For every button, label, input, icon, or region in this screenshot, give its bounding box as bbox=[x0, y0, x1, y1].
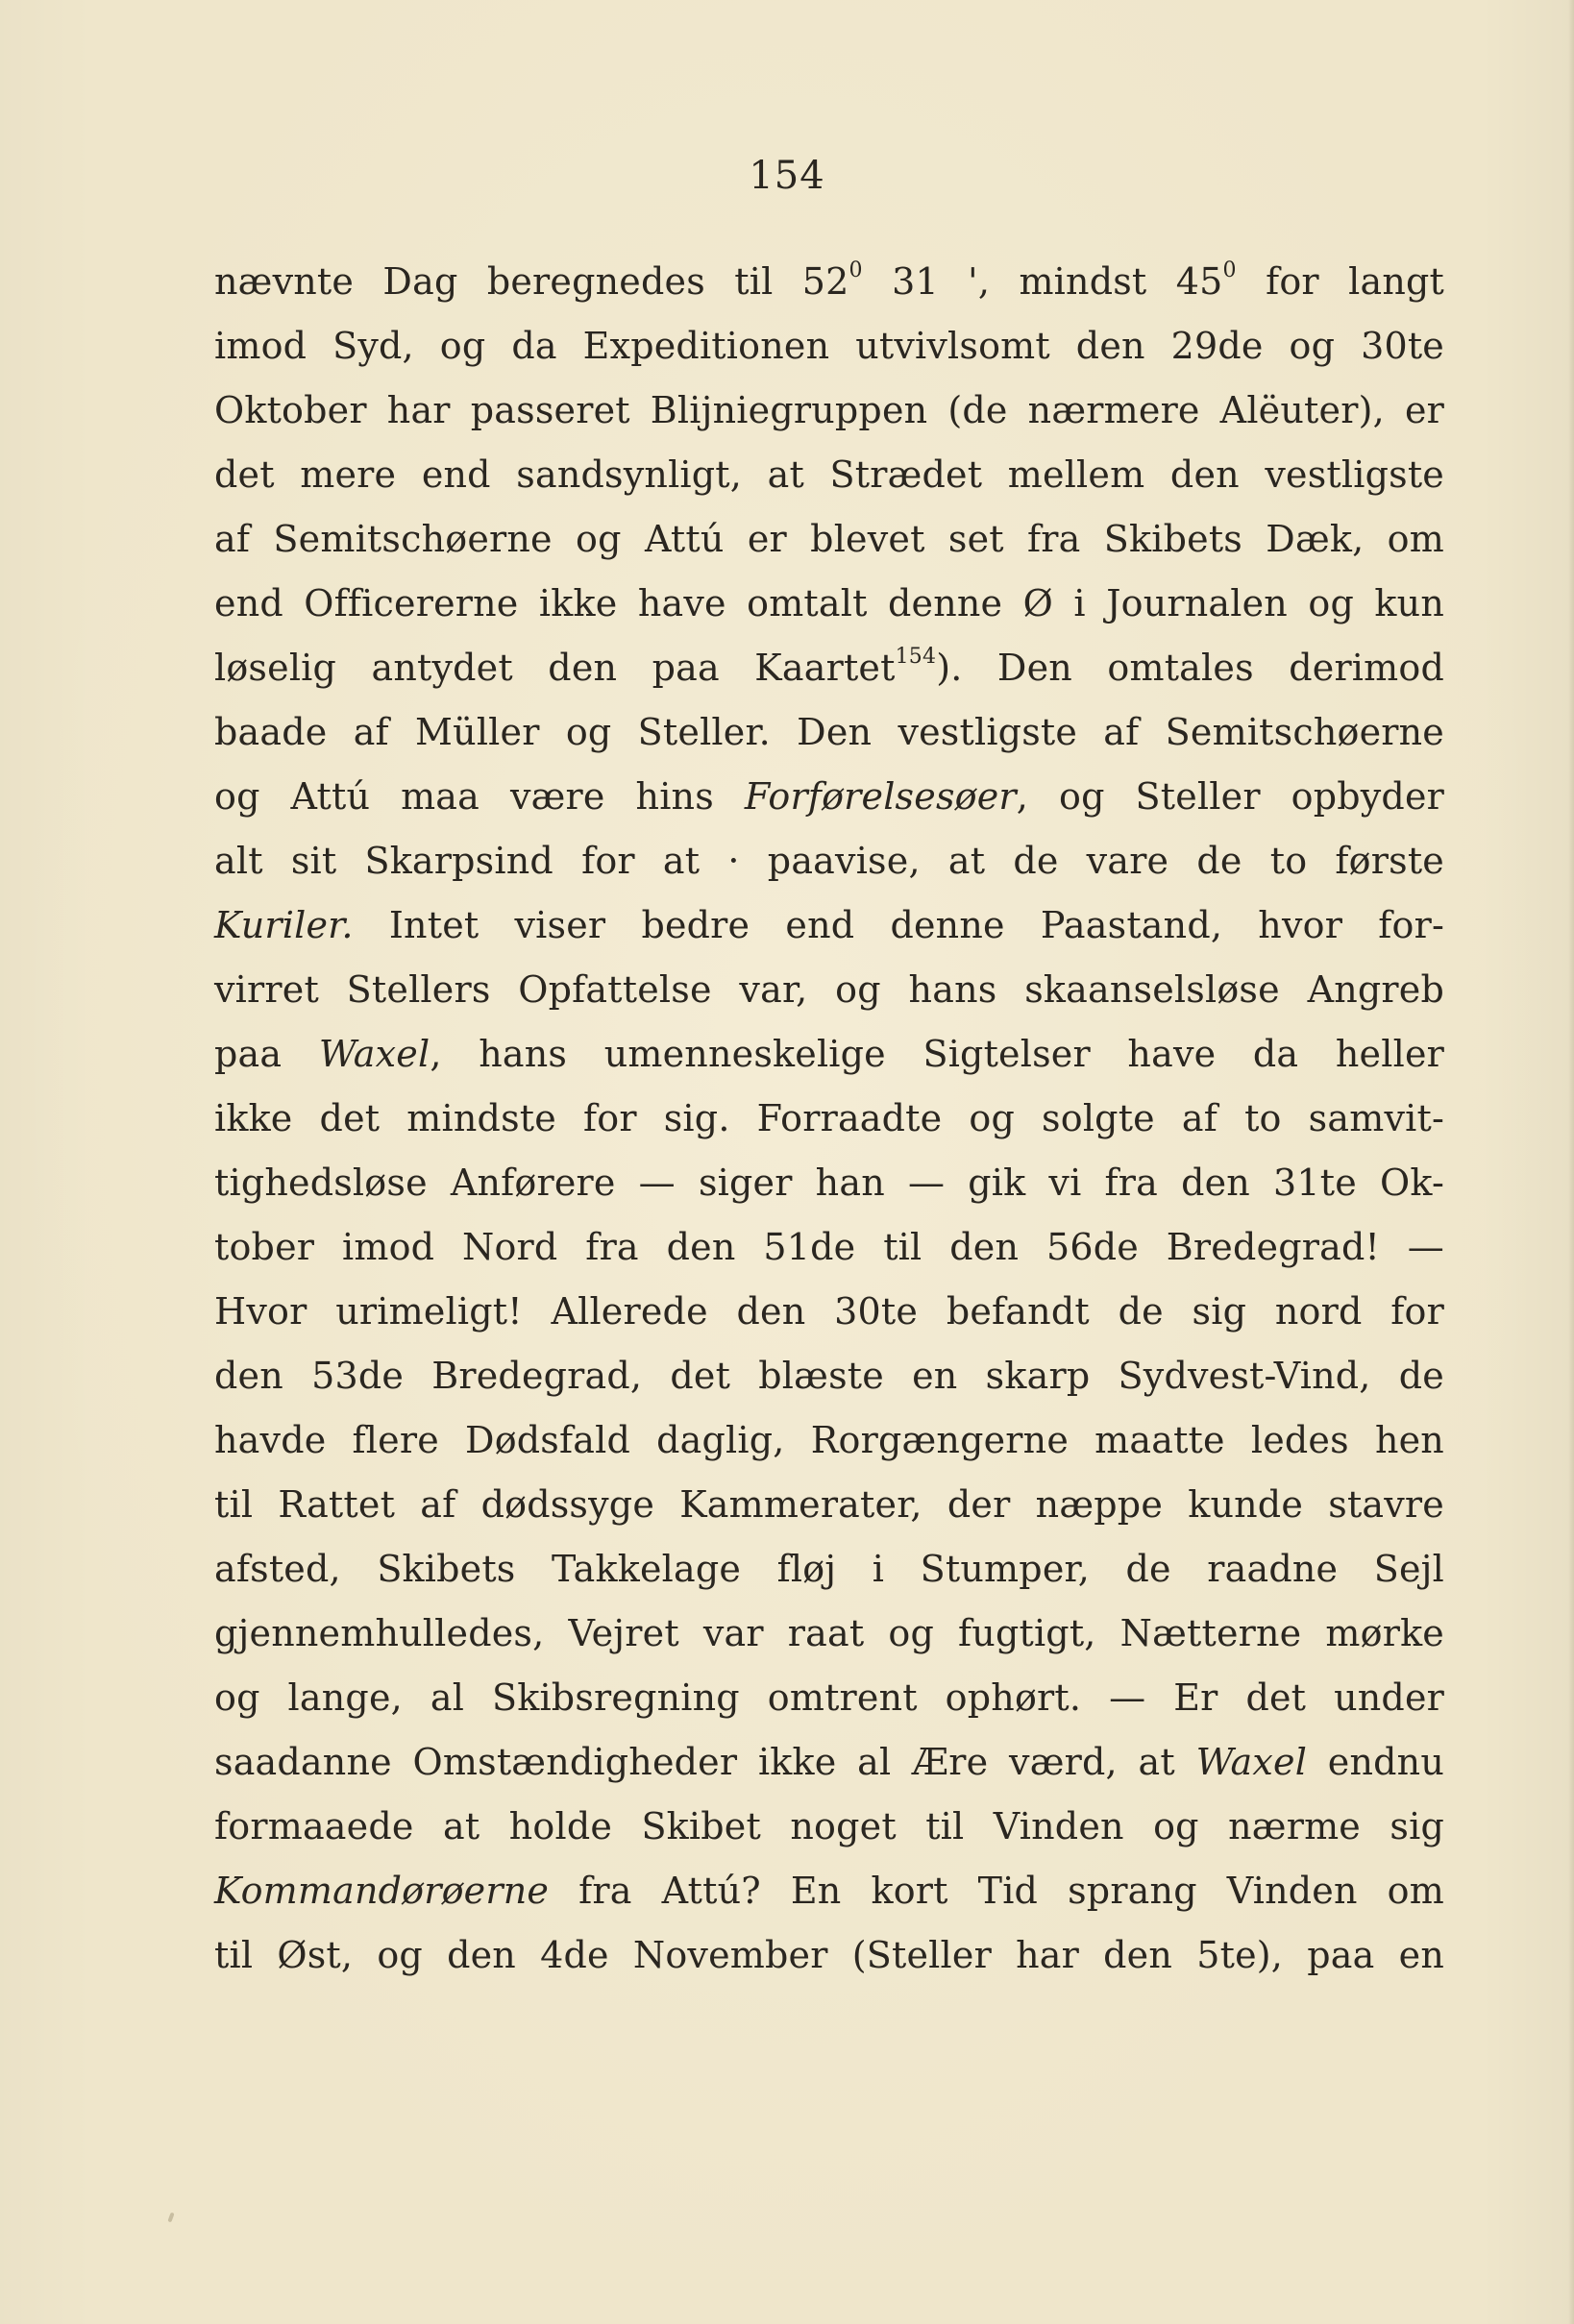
text-line-25: formaaede at holde Skibet noget til Vinden og nærme sig bbox=[214, 1805, 1444, 1847]
text-line-4: det mere end sandsynligt, at Strædet mellem den vestligste bbox=[214, 453, 1444, 496]
paper-speck bbox=[167, 2213, 174, 2223]
text-line-13: paa Waxel, hans umenneskelige Sigtelser have da heller bbox=[214, 1033, 1445, 1075]
text-line-10: alt sit Skarpsind for at · paavise, at de vare de to første bbox=[214, 840, 1444, 882]
page-number: 154 bbox=[749, 154, 825, 198]
text-line-21: afsted, Skibets Takkelage fløj i Stumper, de raadne Sejl bbox=[214, 1548, 1444, 1590]
text-line-3: Oktober har passeret Blijniegruppen (de nærmere Alëuter), er bbox=[214, 389, 1444, 431]
text-line-18: den 53de Bredegrad, det blæste en skarp Sydvest-Vind, de bbox=[214, 1355, 1444, 1397]
text-line-16: tober imod Nord fra den 51de til den 56de Bredegrad! — bbox=[214, 1226, 1444, 1268]
text-line-26: Kommandørøerne fra Attú? En kort Tid sprang Vinden om bbox=[214, 1870, 1444, 1912]
text-line-12: virret Stellers Opfattelse var, og hans skaanselsløse Angreb bbox=[214, 968, 1444, 1011]
text-line-5: af Semitschøerne og Attú er blevet set fra Skibets Dæk, om bbox=[214, 518, 1444, 560]
text-line-24: saadanne Omstændigheder ikke al Ære værd, at Waxel endnu bbox=[214, 1741, 1444, 1783]
body-text bbox=[214, 250, 1444, 1988]
text-line-7: løselig antydet den paa Kaartet$^{154}$). Den omtales derimod bbox=[214, 645, 1444, 689]
text-line-17: Hvor urimeligt! Allerede den 30te befandt de sig nord for bbox=[214, 1290, 1444, 1333]
text-line-8: baade af Müller og Steller. Den vestligste af Semitschøerne bbox=[214, 711, 1444, 753]
footnote-ref: 154 bbox=[895, 645, 937, 670]
text-line-11: Kuriler. Intet viser bedre end denne Paastand, hvor for- bbox=[214, 904, 1444, 946]
text-line-6: end Officererne ikke have omtalt denne Ø i Journalen og kun bbox=[214, 582, 1444, 624]
text-line-27: til Øst, og den 4de November (Steller har den 5te), paa en bbox=[214, 1934, 1444, 1976]
text-line-19: havde flere Dødsfald daglig, Rorgængerne maatte ledes hen bbox=[214, 1419, 1444, 1461]
text-line-14: ikke det mindste for sig. Forraadte og solgte af to samvit- bbox=[214, 1097, 1444, 1139]
page-edge bbox=[1568, 0, 1574, 2324]
text-line-22: gjennemhulledes, Vejret var raat og fugtigt, Nætterne mørke bbox=[214, 1612, 1444, 1654]
text-line-20: til Rattet af dødssyge Kammerater, der næppe kunde stavre bbox=[214, 1483, 1444, 1526]
text-line-23: og lange, al Skibsregning omtrent ophørt. — Er det under bbox=[214, 1676, 1444, 1719]
text-line-2: imod Syd, og da Expeditionen utvivlsomt den 29de og 30te bbox=[214, 325, 1444, 367]
text-line-15: tighedsløse Anførere — siger han — gik vi fra den 31te Ok- bbox=[214, 1162, 1444, 1204]
text-line-1: nævnte Dag beregnedes til $52^0$ 31 ', mindst $45^0$ for langt bbox=[214, 258, 1444, 303]
text-line-9: og Attú maa være hins Forførelsesøer, og Steller opbyder bbox=[214, 775, 1445, 818]
